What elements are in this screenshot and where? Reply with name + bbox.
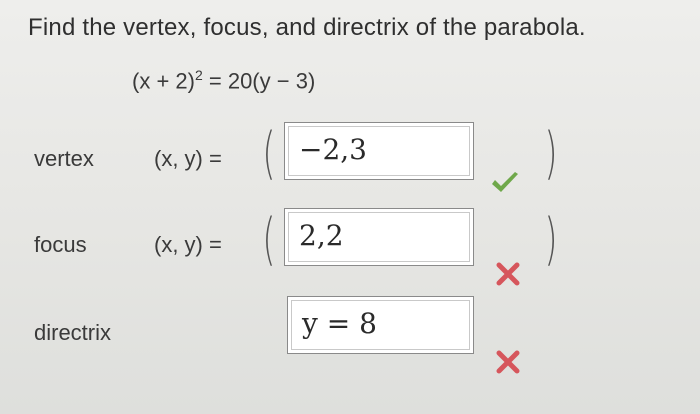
equation-exponent: 2: [194, 67, 203, 83]
question-prompt: Find the vertex, focus, and directrix of the parabola.: [28, 14, 586, 41]
directrix-answer-value: y = 8: [302, 307, 377, 340]
focus-label: focus: [34, 232, 87, 257]
cross-icon: [496, 350, 520, 379]
checkmark-icon: [489, 170, 521, 201]
vertex-answer-input[interactable]: [284, 122, 474, 180]
vertex-close-paren: ): [544, 121, 558, 186]
vertex-open-paren: (: [262, 121, 276, 186]
focus-xy-label: (x, y) =: [154, 232, 222, 257]
focus-open-paren: (: [262, 207, 276, 272]
vertex-label: vertex: [34, 146, 94, 171]
focus-answer-input[interactable]: [284, 208, 474, 266]
directrix-answer-input[interactable]: [287, 296, 474, 354]
vertex-xy-label: (x, y) =: [154, 146, 222, 171]
equation-rhs: = 20(y − 3): [202, 68, 316, 94]
focus-answer-value: 2,2: [299, 219, 344, 252]
parabola-equation: [132, 67, 315, 94]
directrix-label: directrix: [34, 320, 112, 345]
vertex-answer-value: −2,3: [299, 133, 367, 166]
equation-lhs: (x + 2): [132, 68, 195, 94]
cross-icon: [496, 262, 520, 291]
focus-close-paren: ): [544, 207, 558, 272]
